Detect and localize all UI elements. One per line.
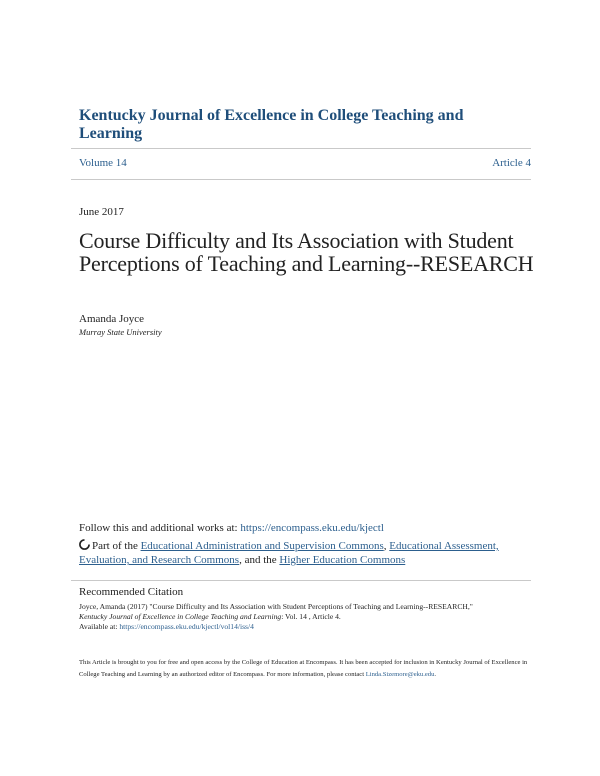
part-of-sep2: , and the xyxy=(239,554,280,566)
part-of-line xyxy=(79,539,519,567)
access-statement xyxy=(79,657,529,681)
available-prefix: Available at: xyxy=(79,622,120,631)
citation-journal: Kentucky Journal of Excellence in College Teaching and Learning xyxy=(79,612,282,621)
part-of-sep1: , xyxy=(383,540,390,552)
header-rule-top xyxy=(71,148,531,149)
commons-link-higher-ed[interactable]: Higher Education Commons xyxy=(279,554,406,566)
citation-heading: Recommended Citation xyxy=(79,586,184,598)
citation-line2 xyxy=(79,612,529,622)
publication-date: June 2017 xyxy=(79,206,124,218)
follow-text: Follow this and additional works at: xyxy=(79,522,241,534)
access-end: . xyxy=(434,671,437,678)
author-affiliation: Murray State University xyxy=(79,327,162,337)
access-text: This Article is brought to you for free and open access by the College of Education at Encompass. It has been accepted for inclusion in Kentucky Journal of Excellence in College Teaching and Learning by an authorized editor of Encompass. For more information, please contact xyxy=(79,659,528,678)
citation-rule xyxy=(71,580,531,581)
volume-row xyxy=(79,157,539,171)
follow-line xyxy=(79,522,384,534)
volume-link[interactable]: Volume 14 xyxy=(79,157,127,169)
part-of-prefix: Part of the xyxy=(92,540,141,552)
open-access-icon xyxy=(79,539,90,550)
follow-link[interactable]: https://encompass.eku.edu/kjectl xyxy=(240,522,384,534)
journal-title: Kentucky Journal of Excellence in College Teaching and Learning xyxy=(79,107,464,142)
header-rule-bottom xyxy=(71,179,531,180)
citation-line1: Joyce, Amanda (2017) "Course Difficulty and Its Association with Student Perceptions of Teaching and Learning--RESEARCH," xyxy=(79,602,473,611)
author-name: Amanda Joyce xyxy=(79,313,145,325)
citation-block xyxy=(79,602,529,632)
available-link[interactable]: https://encompass.eku.edu/kjectl/vol14/iss/4 xyxy=(119,622,254,631)
citation-volume: : Vol. 14 , Article 4. xyxy=(281,612,341,621)
contact-email-link[interactable]: Linda.Sizemore@eku.edu xyxy=(365,671,435,678)
commons-link-admin[interactable]: Educational Administration and Supervision Commons xyxy=(140,540,384,552)
article-link[interactable]: Article 4 xyxy=(492,157,531,169)
commons-link-assessment[interactable]: Educational Assessment, Evaluation, and Research Commons xyxy=(79,540,499,566)
paper-title: Course Difficulty and Its Association with Student Perceptions of Teaching and Learning--RESEARCH xyxy=(79,228,534,276)
citation-available xyxy=(79,622,529,632)
